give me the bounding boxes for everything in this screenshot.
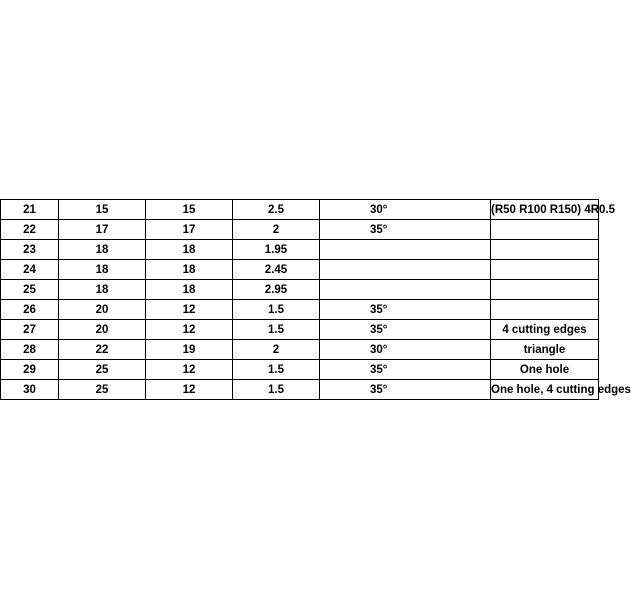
note-cell xyxy=(491,280,599,300)
dimension-a-cell: 15 xyxy=(59,200,146,220)
angle-cell xyxy=(320,280,491,300)
spec-table-body xyxy=(1,200,631,400)
thickness-cell: 1.5 xyxy=(233,380,320,400)
dimension-a-cell: 20 xyxy=(59,300,146,320)
angle-cell: 35° xyxy=(320,320,491,340)
dimension-b-cell: 18 xyxy=(146,260,233,280)
note-cell: (R50 R100 R150) 4R0.5 xyxy=(491,200,599,220)
note-cell: One hole xyxy=(491,360,599,380)
table-row xyxy=(1,200,599,220)
row-number-cell: 28 xyxy=(1,340,59,360)
thickness-cell: 2 xyxy=(233,340,320,360)
dimension-b-cell: 12 xyxy=(146,360,233,380)
table-row xyxy=(1,320,599,340)
thickness-cell: 2.95 xyxy=(233,280,320,300)
dimension-a-cell: 18 xyxy=(59,240,146,260)
thickness-cell: 1.95 xyxy=(233,240,320,260)
thickness-cell: 1.5 xyxy=(233,320,320,340)
row-number-cell: 29 xyxy=(1,360,59,380)
thickness-cell: 2.5 xyxy=(233,200,320,220)
table-row xyxy=(1,340,599,360)
dimension-b-cell: 18 xyxy=(146,240,233,260)
dimension-a-cell: 25 xyxy=(59,360,146,380)
note-cell: triangle xyxy=(491,340,599,360)
table-row xyxy=(1,360,599,380)
dimension-a-cell: 18 xyxy=(59,260,146,280)
row-number-cell: 23 xyxy=(1,240,59,260)
note-cell: 4 cutting edges xyxy=(491,320,599,340)
table-row xyxy=(1,300,599,320)
dimension-a-cell: 18 xyxy=(59,280,146,300)
angle-cell: 30° xyxy=(320,340,491,360)
angle-cell: 35° xyxy=(320,220,491,240)
table-row xyxy=(1,220,599,240)
dimension-a-cell: 22 xyxy=(59,340,146,360)
table-row xyxy=(1,260,599,280)
angle-cell: 35° xyxy=(320,380,491,400)
angle-cell xyxy=(320,260,491,280)
note-cell xyxy=(491,220,599,240)
note-cell: One hole, 4 cutting edges xyxy=(491,380,599,400)
row-number-cell: 26 xyxy=(1,300,59,320)
dimension-b-cell: 12 xyxy=(146,300,233,320)
angle-cell: 35° xyxy=(320,360,491,380)
note-cell xyxy=(491,300,599,320)
dimension-a-cell: 25 xyxy=(59,380,146,400)
dimension-b-cell: 17 xyxy=(146,220,233,240)
angle-cell: 30° xyxy=(320,200,491,220)
thickness-cell: 1.5 xyxy=(233,300,320,320)
dimension-b-cell: 19 xyxy=(146,340,233,360)
dimension-b-cell: 12 xyxy=(146,380,233,400)
row-number-cell: 30 xyxy=(1,380,59,400)
dimension-b-cell: 15 xyxy=(146,200,233,220)
dimension-a-cell: 20 xyxy=(59,320,146,340)
row-number-cell: 21 xyxy=(1,200,59,220)
row-number-cell: 22 xyxy=(1,220,59,240)
thickness-cell: 2.45 xyxy=(233,260,320,280)
dimension-b-cell: 12 xyxy=(146,320,233,340)
note-cell xyxy=(491,260,599,280)
table-row xyxy=(1,240,599,260)
angle-cell: 35° xyxy=(320,300,491,320)
table-row xyxy=(1,380,599,400)
angle-cell xyxy=(320,240,491,260)
row-number-cell: 25 xyxy=(1,280,59,300)
table-row xyxy=(1,280,599,300)
thickness-cell: 2 xyxy=(233,220,320,240)
spec-table xyxy=(0,199,631,400)
thickness-cell: 1.5 xyxy=(233,360,320,380)
dimension-b-cell: 18 xyxy=(146,280,233,300)
note-cell xyxy=(491,240,599,260)
row-number-cell: 24 xyxy=(1,260,59,280)
row-number-cell: 27 xyxy=(1,320,59,340)
dimension-a-cell: 17 xyxy=(59,220,146,240)
